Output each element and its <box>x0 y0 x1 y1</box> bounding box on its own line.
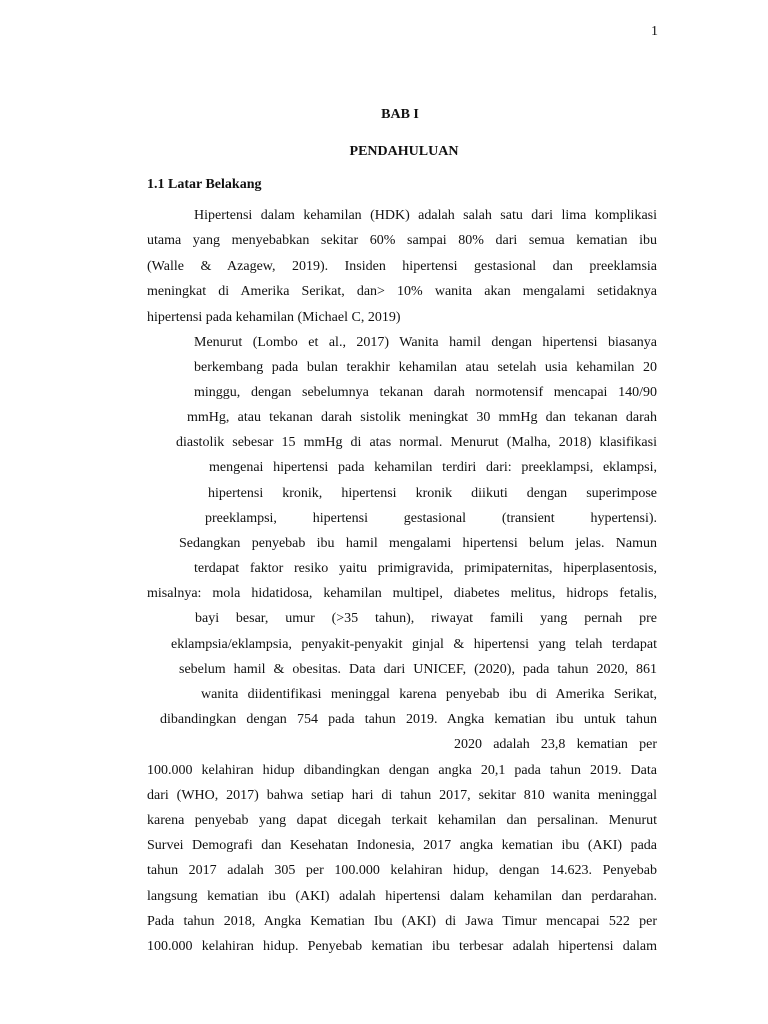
paragraph-line: Survei Demografi dan Kesehatan Indonesia, 2017 angka kematian ibu (AKI) pada <box>147 838 657 853</box>
paragraph-line: dibandingkan dengan 754 pada tahun 2019. Angka kematian ibu untuk tahun <box>160 712 657 727</box>
paragraph-line: minggu, dengan sebelumnya tekanan darah normotensif mencapai 140/90 <box>194 385 657 400</box>
paragraph-line: (Walle & Azagew, 2019). Insiden hipertensi gestasional dan preeklamsia <box>147 259 657 274</box>
paragraph-line: terdapat faktor resiko yaitu primigravida, primipaternitas, hiperplasentosis, <box>194 561 657 576</box>
paragraph-line: Hipertensi dalam kehamilan (HDK) adalah salah satu dari lima komplikasi <box>194 208 657 223</box>
paragraph-line: wanita diidentifikasi meninggal karena penyebab ibu di Amerika Serikat, <box>201 687 657 702</box>
paragraph-line: mengenai hipertensi pada kehamilan terdiri dari: preeklampsi, eklampsi, <box>209 460 657 475</box>
paragraph-line: hipertensi pada kehamilan (Michael C, 2019) <box>147 310 401 325</box>
page-number: 1 <box>651 24 658 39</box>
paragraph-line: preeklampsi, hipertensi gestasional (transient hypertensi). <box>205 511 657 526</box>
paragraph-line: 2020 adalah 23,8 kematian per <box>454 737 657 752</box>
paragraph-line: Pada tahun 2018, Angka Kematian Ibu (AKI) di Jawa Timur mencapai 522 per <box>147 914 657 929</box>
section-title: 1.1 Latar Belakang <box>147 177 262 192</box>
paragraph-line: karena penyebab yang dapat dicegah terkait kehamilan dan persalinan. Menurut <box>147 813 657 828</box>
paragraph-line: Sedangkan penyebab ibu hamil mengalami hipertensi belum jelas. Namun <box>179 536 657 551</box>
paragraph-line: langsung kematian ibu (AKI) adalah hipertensi dalam kehamilan dan perdarahan. <box>147 889 657 904</box>
paragraph-line: eklampsia/eklampsia, penyakit-penyakit ginjal & hipertensi yang telah terdapat <box>171 637 657 652</box>
paragraph-line: Menurut (Lombo et al., 2017) Wanita hamil dengan hipertensi biasanya <box>194 335 657 350</box>
paragraph-line: sebelum hamil & obesitas. Data dari UNICEF, (2020), pada tahun 2020, 861 <box>179 662 657 677</box>
paragraph-line: 100.000 kelahiran hidup dibandingkan dengan angka 20,1 pada tahun 2019. Data <box>147 763 657 778</box>
paragraph-line: dari (WHO, 2017) bahwa setiap hari di tahun 2017, sekitar 810 wanita meninggal <box>147 788 657 803</box>
paragraph-line: diastolik sebesar 15 mmHg di atas normal. Menurut (Malha, 2018) klasifikasi <box>176 435 657 450</box>
paragraph-line: utama yang menyebabkan sekitar 60% sampai 80% dari semua kematian ibu <box>147 233 657 248</box>
paragraph-line: hipertensi kronik, hipertensi kronik diikuti dengan superimpose <box>208 486 657 501</box>
paragraph-line: tahun 2017 adalah 305 per 100.000 kelahiran hidup, dengan 14.623. Penyebab <box>147 863 657 878</box>
paragraph-line: 100.000 kelahiran hidup. Penyebab kematian ibu terbesar adalah hipertensi dalam <box>147 939 657 954</box>
chapter-title: PENDAHULUAN <box>349 144 459 159</box>
paragraph-line: meningkat di Amerika Serikat, dan> 10% wanita akan mengalami setidaknya <box>147 284 657 299</box>
paragraph-line: mmHg, atau tekanan darah sistolik meningkat 30 mmHg dan tekanan darah <box>187 410 657 425</box>
paragraph-line: misalnya: mola hidatidosa, kehamilan multipel, diabetes melitus, hidrops fetalis, <box>147 586 657 601</box>
paragraph-line: berkembang pada bulan terakhir kehamilan atau setelah usia kehamilan 20 <box>194 360 657 375</box>
paragraph-line: bayi besar, umur (>35 tahun), riwayat famili yang pernah pre <box>195 611 657 626</box>
chapter-heading: BAB I <box>381 107 419 122</box>
